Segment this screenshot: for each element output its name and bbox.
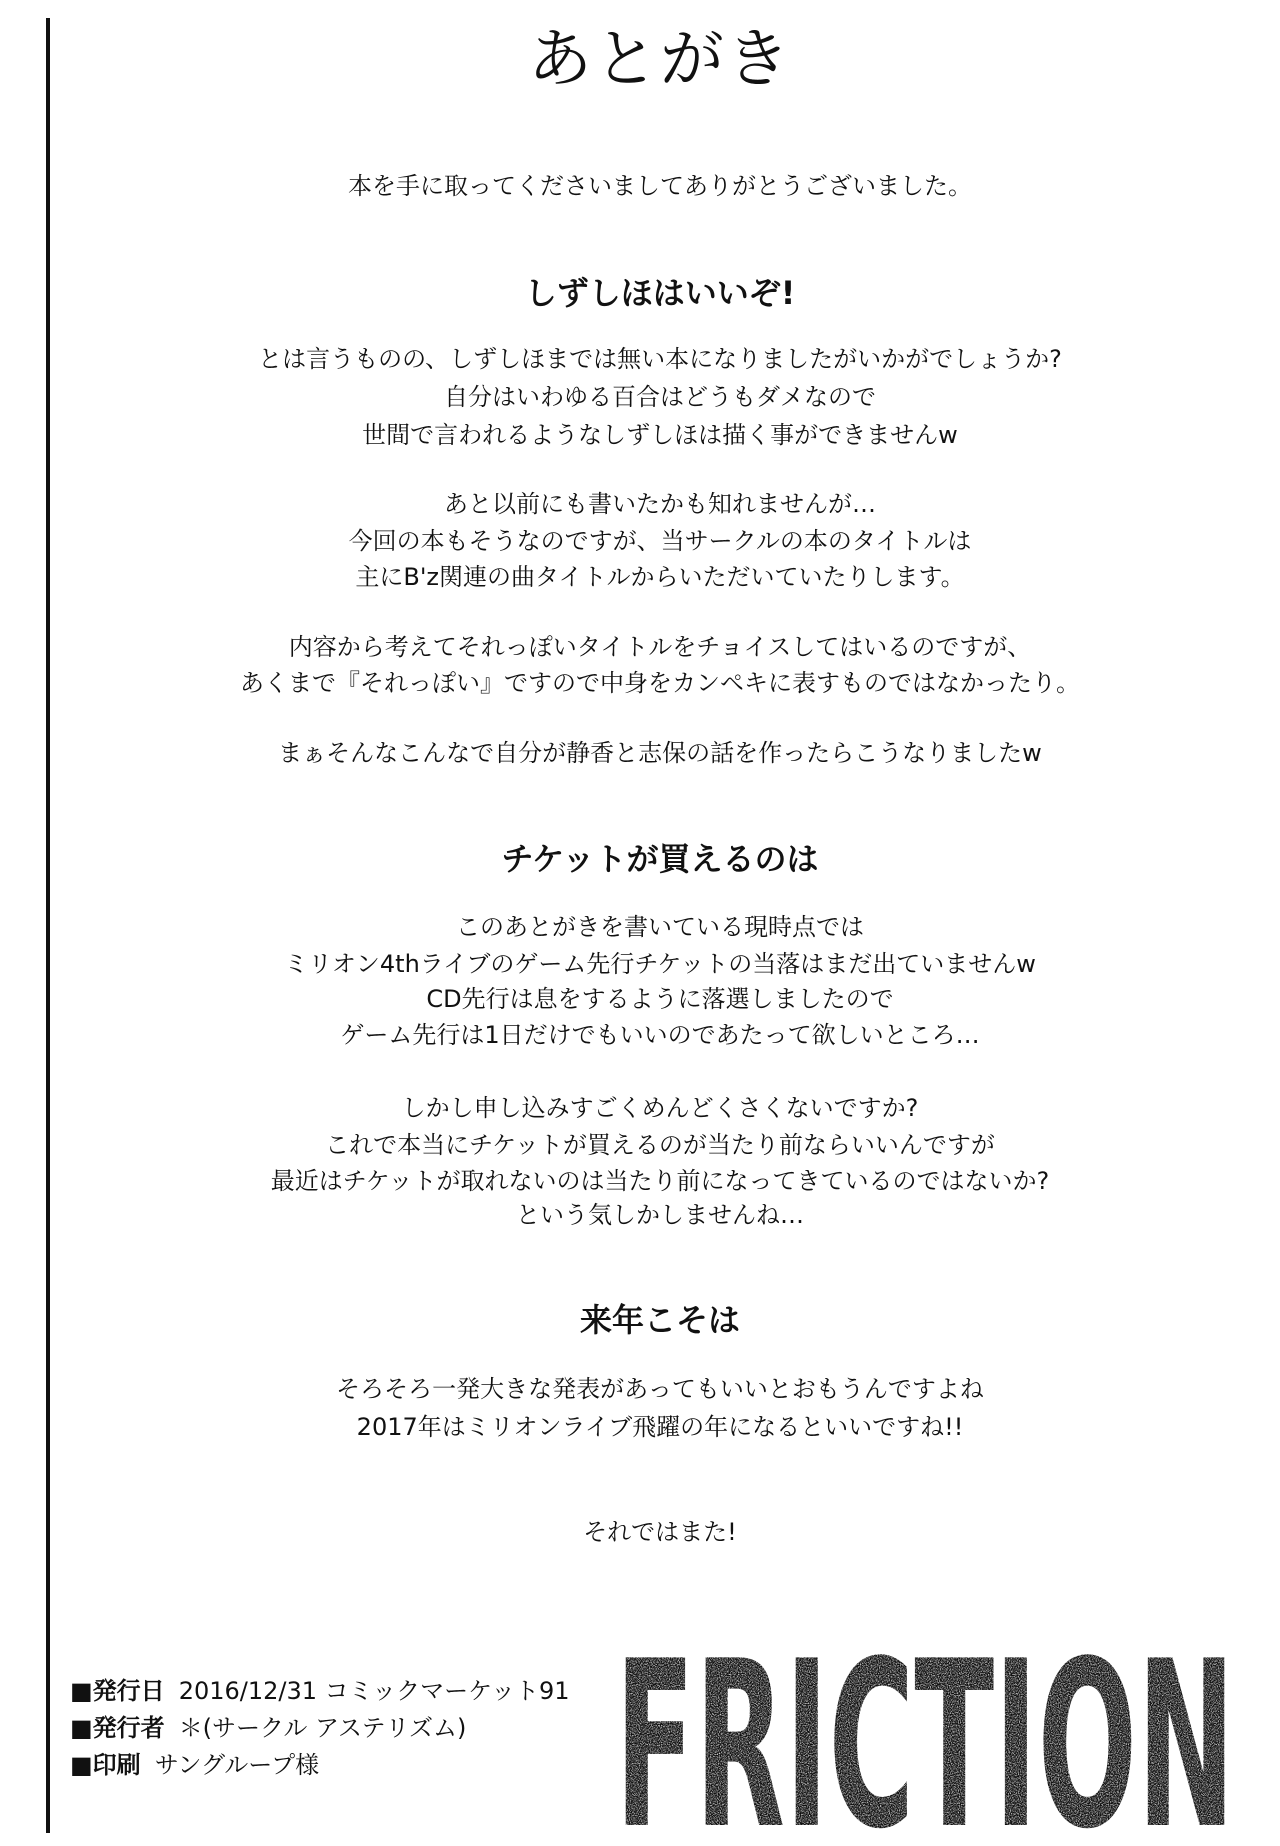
body-line: 今回の本もそうなのですが、当サークルの本のタイトルは	[348, 527, 972, 555]
friction-logo	[605, 1610, 1245, 1840]
colophon-value: サングループ様	[154, 1751, 320, 1779]
body-line: 2017年はミリオンライブ飛躍の年になるといいですね!!	[356, 1413, 964, 1441]
section-heading-2: チケットが買えるのは	[501, 840, 819, 878]
body-line: しかし申し込みすごくめんどくさくないですか?	[401, 1094, 919, 1122]
colophon-label: ■印刷	[70, 1751, 141, 1779]
section-heading-1: しずしほはいいぞ!	[524, 274, 796, 312]
afterword-page	[60, 0, 1260, 1846]
body-line: ゲーム先行は1日だけでもいいのであたって欲しいところ…	[340, 1021, 980, 1049]
body-line: そろそろ一発大きな発表があってもいいとおもうんですよね	[336, 1375, 984, 1403]
body-line: このあとがきを書いている現時点では	[456, 913, 864, 941]
body-line: CD先行は息をするように落選しましたので	[426, 985, 894, 1013]
section-heading-3: 来年こそは	[579, 1301, 740, 1339]
body-line: 自分はいわゆる百合はどうもダメなので	[444, 383, 876, 411]
body-line: あくまで『それっぽい』ですので中身をカンペキに表すものではなかったり。	[240, 669, 1080, 697]
colophon-printer	[70, 1747, 630, 1784]
body-line: まぁそんなこんなで自分が静香と志保の話を作ったらこうなりましたw	[278, 739, 1042, 767]
colophon-publisher	[70, 1710, 630, 1747]
colophon-value: 2016/12/31 コミックマーケット91	[178, 1677, 570, 1705]
colophon-issue-date	[70, 1673, 630, 1710]
logo-text: FRICTION	[615, 1613, 1235, 1840]
body-line: 主にB'z関連の曲タイトルからいただいていたりします。	[355, 563, 965, 591]
body-line: あと以前にも書いたかも知れませんが…	[444, 490, 876, 518]
intro-text: 本を手に取ってくださいましてありがとうございました。	[348, 172, 972, 200]
body-line: ミリオン4thライブのゲーム先行チケットの当落はまだ出ていませんw	[284, 950, 1036, 978]
closing-text: それではまた!	[583, 1518, 737, 1546]
colophon-value: ＊(サークル アステリズム)	[178, 1714, 467, 1742]
body-line: 世間で言われるようなしずしほは描く事ができませんw	[362, 421, 958, 449]
body-line: これで本当にチケットが買えるのが当たり前ならいいんですが	[325, 1131, 995, 1159]
page-title: あとがき	[528, 23, 792, 97]
body-line: 最近はチケットが取れないのは当たり前になってきているのではないか?	[270, 1167, 1050, 1195]
colophon-label: ■発行日	[70, 1677, 165, 1705]
colophon-label: ■発行者	[70, 1714, 165, 1742]
body-line: とは言うものの、しずしほまでは無い本になりましたがいかがでしょうか?	[258, 345, 1062, 373]
body-line: という気しかしませんね…	[516, 1201, 804, 1229]
colophon	[70, 1673, 630, 1784]
binding-edge-line	[46, 18, 50, 1833]
body-line: 内容から考えてそれっぽいタイトルをチョイスしてはいるのですが、	[288, 633, 1032, 661]
